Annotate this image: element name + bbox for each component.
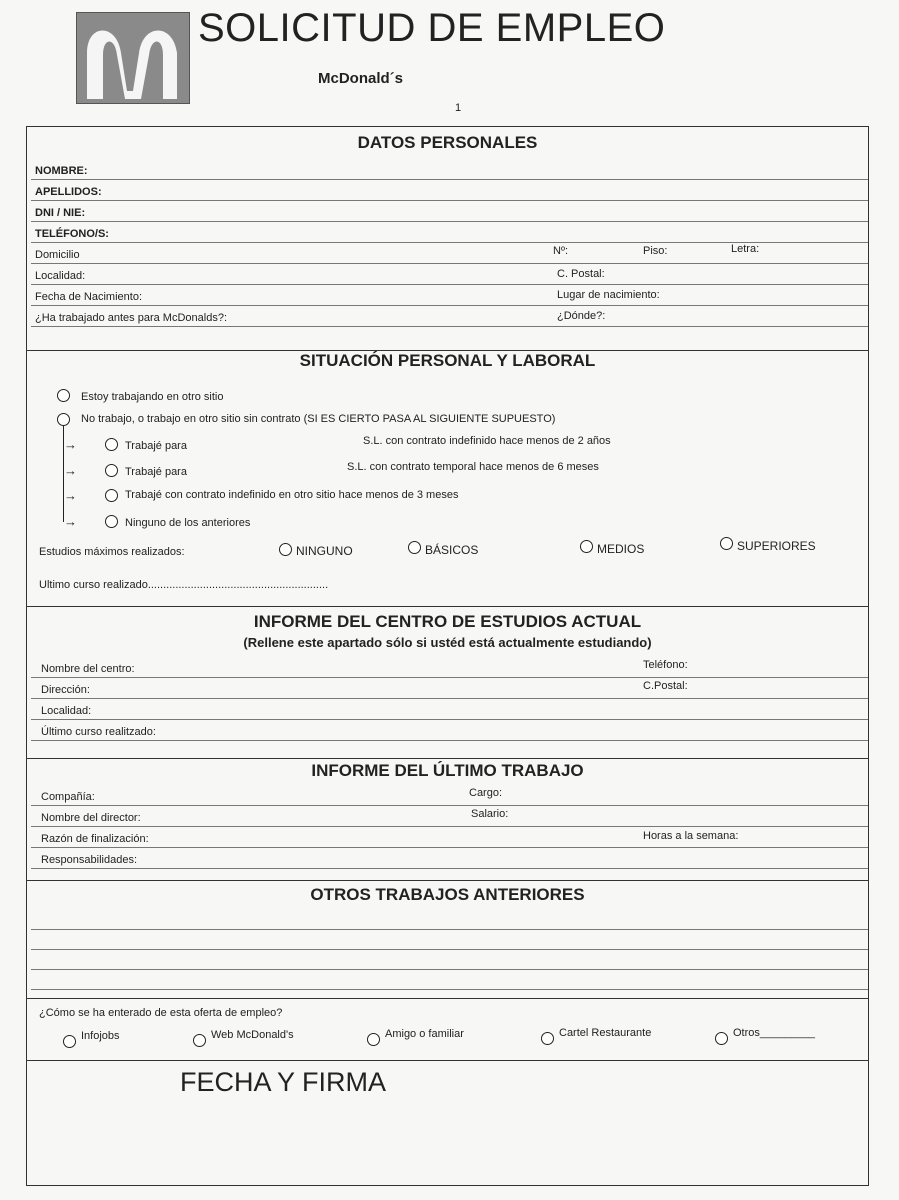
apellidos-field[interactable] — [31, 179, 868, 201]
option-label: No trabajo, o trabajo en otro sitio sin contrato (SI ES CIERTO PASA AL SIGUIENTE SUPUESTO) — [81, 413, 556, 425]
dni-field[interactable] — [31, 200, 868, 222]
estudios-option: SUPERIORES — [737, 539, 816, 553]
responsabilidades-field[interactable] — [31, 847, 868, 869]
option-label: Trabajé para — [125, 466, 187, 478]
arrow-icon: → — [64, 514, 77, 529]
section-ultimo-trabajo — [27, 759, 868, 881]
section-centro-estudios — [27, 607, 868, 759]
radio-estudios-medios[interactable] — [580, 540, 593, 553]
oferta-option: Web McDonald's — [211, 1029, 294, 1041]
page-number: 1 — [455, 102, 462, 114]
localidad-field[interactable] — [31, 263, 868, 285]
radio-estudios-superiores[interactable] — [720, 537, 733, 550]
piso-label: Piso: — [643, 245, 668, 257]
otros-trabajos-line[interactable] — [31, 949, 868, 970]
donde-label: ¿Dónde?: — [557, 310, 606, 322]
section-firma[interactable] — [27, 1061, 868, 1185]
responsabilidades-label: Responsabilidades: — [41, 854, 138, 866]
direccion-field[interactable] — [31, 677, 868, 699]
section-title: INFORME DEL CENTRO DE ESTUDIOS ACTUAL — [253, 612, 642, 631]
cpostal-centro-label: C.Postal: — [643, 680, 688, 692]
compania-label: Compañía: — [41, 791, 95, 803]
localidad-centro-label: Localidad: — [41, 705, 92, 717]
director-field[interactable] — [31, 805, 868, 827]
telefono-field[interactable] — [31, 221, 868, 243]
telefono-centro-label: Teléfono: — [643, 659, 688, 671]
localidad-label: Localidad: — [35, 270, 86, 282]
section-title: OTROS TRABAJOS ANTERIORES — [310, 885, 585, 904]
lugar-nacimiento-label: Lugar de nacimiento: — [557, 289, 660, 301]
mcdonalds-logo — [76, 12, 190, 104]
radio-no-trabajo[interactable] — [57, 413, 70, 426]
oferta-option: Infojobs — [81, 1030, 120, 1042]
golden-arches-icon — [77, 13, 189, 103]
radio-trabajando[interactable] — [57, 389, 70, 402]
section-otros-trabajos — [27, 881, 868, 999]
estudios-label: Estudios máximos realizados: — [39, 546, 185, 558]
arrow-icon: → — [64, 437, 77, 452]
option-label: Ninguno de los anteriores — [125, 517, 251, 529]
arrow-icon: → — [64, 463, 77, 478]
director-label: Nombre del director: — [41, 812, 141, 824]
ultimo-curso-centro-label: Último curso realitzado: — [41, 726, 156, 738]
ultimo-curso-centro-field[interactable] — [31, 719, 868, 741]
radio-ninguno[interactable] — [105, 515, 118, 528]
section-datos-personales — [27, 127, 868, 351]
ultimo-curso-field[interactable]: Ultimo curso realizado........................................................... — [39, 579, 329, 591]
razon-label: Razón de finalización: — [41, 833, 149, 845]
trabajado-label: ¿Ha trabajado antes para McDonalds?: — [35, 312, 227, 324]
cargo-label: Cargo: — [469, 787, 503, 799]
section-subtitle: (Rellene este apartado sólo si ustéd está actualmente estudiando) — [243, 635, 652, 650]
radio-trabaje-indefinido[interactable] — [105, 438, 118, 451]
numero-label: Nº: — [553, 245, 569, 257]
cpostal-label: C. Postal: — [557, 268, 605, 280]
application-form — [26, 126, 869, 1186]
oferta-option: Cartel Restaurante — [559, 1027, 652, 1039]
compania-field[interactable] — [31, 784, 868, 806]
brand-name: McDonald´s — [318, 70, 404, 87]
direccion-label: Dirección: — [41, 684, 90, 696]
razon-field[interactable] — [31, 826, 868, 848]
section-situacion — [27, 351, 868, 607]
salario-label: Salario: — [471, 808, 509, 820]
option-label: S.L. con contrato indefinido hace menos de 2 años — [363, 435, 611, 447]
fecha-firma-label: FECHA Y FIRMA — [180, 1067, 387, 1097]
apellidos-label: APELLIDOS: — [35, 186, 102, 198]
estudios-option: NINGUNO — [296, 544, 353, 558]
trabajado-field[interactable] — [31, 305, 868, 327]
page-title: SOLICITUD DE EMPLEO — [198, 6, 666, 50]
option-label: Estoy trabajando en otro sitio — [81, 391, 224, 403]
otros-trabajos-line[interactable] — [31, 969, 868, 990]
otros-trabajos-line[interactable] — [31, 929, 868, 950]
fecha-nacimiento-field[interactable] — [31, 284, 868, 306]
letra-label: Letra: — [731, 243, 760, 255]
section-oferta — [27, 999, 868, 1061]
option-label: Trabajé para — [125, 440, 187, 452]
domicilio-field[interactable] — [31, 242, 868, 264]
option-label: Trabajé con contrato indefinido en otro sitio hace menos de 3 meses — [125, 489, 459, 501]
radio-estudios-ninguno[interactable] — [279, 543, 292, 556]
radio-web-mcdonalds[interactable] — [193, 1034, 206, 1047]
oferta-option: Amigo o familiar — [385, 1028, 464, 1040]
fecha-nacimiento-label: Fecha de Nacimiento: — [35, 291, 142, 303]
radio-trabaje-temporal[interactable] — [105, 464, 118, 477]
nombre-centro-label: Nombre del centro: — [41, 663, 135, 675]
estudios-option: MEDIOS — [597, 542, 645, 556]
section-title: INFORME DEL ÚLTIMO TRABAJO — [311, 761, 584, 780]
option-label: S.L. con contrato temporal hace menos de 6 meses — [347, 461, 599, 473]
arrow-icon: → — [64, 488, 77, 503]
telefono-label: TELÉFONO/S: — [35, 228, 109, 240]
nombre-label: NOMBRE: — [35, 165, 88, 177]
estudios-option: BÁSICOS — [425, 543, 479, 557]
radio-estudios-basicos[interactable] — [408, 541, 421, 554]
horas-label: Horas a la semana: — [643, 830, 739, 842]
radio-cartel-restaurante[interactable] — [541, 1032, 554, 1045]
radio-otros[interactable] — [715, 1032, 728, 1045]
radio-infojobs[interactable] — [63, 1035, 76, 1048]
section-title: DATOS PERSONALES — [357, 133, 538, 152]
radio-otro-sitio[interactable] — [105, 489, 118, 502]
localidad-centro-field[interactable] — [31, 698, 868, 720]
nombre-centro-field[interactable] — [31, 656, 868, 678]
nombre-field[interactable] — [31, 158, 868, 180]
section-title: SITUACIÓN PERSONAL Y LABORAL — [299, 351, 596, 370]
dni-label: DNI / NIE: — [35, 207, 86, 219]
domicilio-label: Domicilio — [35, 249, 80, 261]
otros-trabajos-line[interactable] — [31, 909, 868, 930]
radio-amigo-familiar[interactable] — [367, 1033, 380, 1046]
oferta-option: Otros_________ — [733, 1027, 815, 1039]
oferta-question: ¿Cómo se ha enterado de esta oferta de empleo? — [39, 1007, 283, 1019]
